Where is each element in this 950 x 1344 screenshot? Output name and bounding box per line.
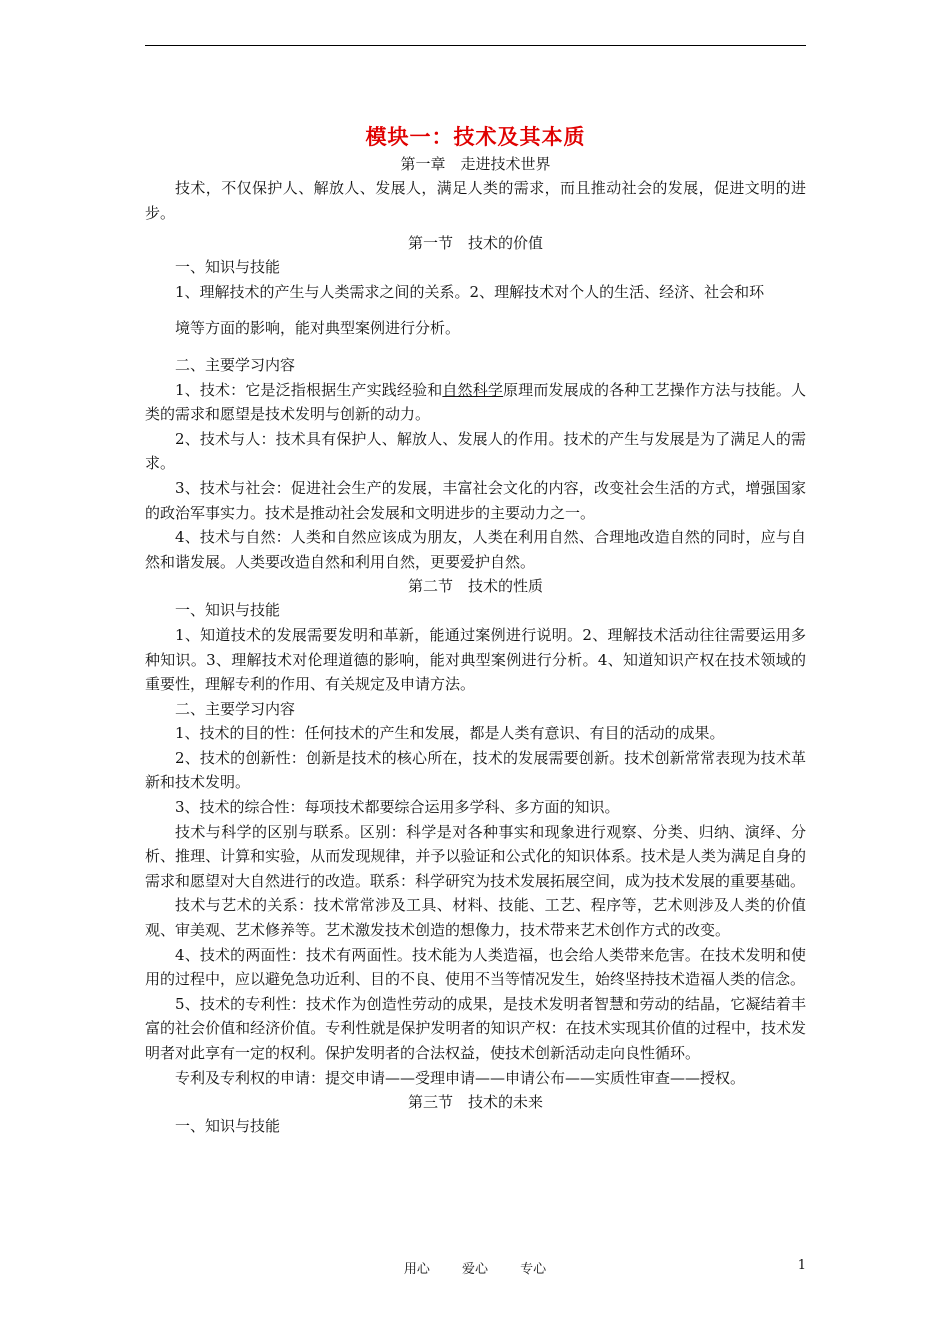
section-1-paragraph-5: 4、技术与自然：人类和自然应该成为朋友，人类在利用自然、合理地改造自然的同时，应与自然和谐发展。人类要改造自然和利用自然，更要爱护自然。 <box>145 528 806 571</box>
section-1-paragraph-1b: 境等方面的影响，能对典型案例进行分析。 <box>175 319 461 338</box>
header-rule <box>145 45 806 46</box>
section-1-paragraph-4: 3、技术与社会：促进社会生产的发展，丰富社会文化的内容，改变社会生活的方式，增强国家的政治军事实力。技术是推动社会发展和文明进步的主要动力之一。 <box>145 478 806 522</box>
section-3-heading: 第三节 技术的未来 <box>407 1093 543 1112</box>
document-body <box>145 122 806 1139</box>
section-2-heading: 第二节 技术的性质 <box>407 577 543 596</box>
footer-motto <box>0 1258 950 1277</box>
section-1-subheading-2: 二、主要学习内容 <box>175 355 296 374</box>
module-title: 模块一：技术及其本质 <box>365 124 586 149</box>
footer-motto-2: 爱心 <box>461 1262 488 1277</box>
section-2-subheading-1: 一、知识与技能 <box>175 601 281 620</box>
text-segment: 原理而发展成的各种工艺操作方法与技能。人类的需求和愿望是技术发明与创新的动力。 <box>145 380 806 424</box>
section-2-paragraph-2: 1、技术的目的性：任何技术的产生和发展，都是人类有意识、有目的活动的成果。 <box>175 724 725 743</box>
natural-science-link[interactable]: 自然科学 <box>442 380 504 399</box>
section-1-subheading-1: 一、知识与技能 <box>175 258 281 277</box>
section-1-paragraph-1a: 1、理解技术的产生与人类需求之间的关系。2、理解技术对个人的生活、经济、社会和环 <box>175 282 765 301</box>
text-segment: 1、技术：它是泛指根据生产实践经验和 <box>175 380 443 399</box>
section-2-paragraph-8: 5、技术的专利性：技术作为创造性劳动的成果，是技术发明者智慧和劳动的结晶，它凝结着丰富的社会价值和经济价值。专利性就是保护发明者的知识产权：在技术实现其价值的过程中，技术发明者对此享有一定的权利。保护发明者的合法权益，使技术创新活动走向良性循环。 <box>145 994 806 1062</box>
section-1-paragraph-3: 2、技术与人：技术具有保护人、解放人、发展人的作用。技术的产生与发展是为了满足人的需求。 <box>145 429 806 473</box>
section-3-subheading-1: 一、知识与技能 <box>175 1117 281 1136</box>
section-2-paragraph-1: 1、知道技术的发展需要发明和革新，能通过案例进行说明。2、理解技术活动往往需要运用多种知识。3、理解技术对伦理道德的影响，能对典型案例进行分析。4、知道知识产权在技术领域的重要性，理解专利的作用、有关规定及申请方法。 <box>145 625 806 694</box>
chapter-title: 第一章 走进技术世界 <box>400 155 551 173</box>
footer-motto-3: 专心 <box>520 1262 547 1277</box>
intro-paragraph: 技术，不仅保护人、解放人、发展人，满足人类的需求，而且推动社会的发展，促进文明的进步。 <box>145 179 806 222</box>
section-1-heading: 第一节 技术的价值 <box>407 234 543 253</box>
section-1-paragraph-2 <box>145 378 806 427</box>
section-2-paragraph-7: 4、技术的两面性：技术有两面性。技术能为人类造福，也会给人类带来危害。在技术发明和使用的过程中，应以避免急功近利、目的不良、使用不当等情况发生，始终坚持技术造福人类的信念。 <box>145 945 806 989</box>
section-2-paragraph-6: 技术与艺术的关系：技术常常涉及工具、材料、技能、工艺、程序等，艺术则涉及人类的价值观、审美观、艺术修养等。艺术激发技术创造的想像力，技术带来艺术创作方式的改变。 <box>145 896 806 940</box>
section-2-paragraph-5: 技术与科学的区别与联系。区别：科学是对各种事实和现象进行观察、分类、归纳、演绎、分析、推理、计算和实验，从而发现规律，并予以验证和公式化的知识体系。技术是人类为满足自身的需求和愿望对大自然进行的改造。联系：科学研究为技术发展拓展空间，成为技术发展的重要基础。 <box>145 822 806 890</box>
section-2-paragraph-3: 2、技术的创新性：创新是技术的核心所在，技术的发展需要创新。技术创新常常表现为技术革新和技术发明。 <box>145 748 806 792</box>
footer-motto-1: 用心 <box>403 1262 430 1277</box>
section-2-paragraph-4: 3、技术的综合性：每项技术都要综合运用多学科、多方面的知识。 <box>175 798 620 817</box>
page-number: 1 <box>797 1258 806 1273</box>
section-2-subheading-2: 二、主要学习内容 <box>175 699 296 718</box>
section-2-paragraph-9: 专利及专利权的申请：提交申请——受理申请——申请公布——实质性审查——授权。 <box>175 1068 746 1087</box>
